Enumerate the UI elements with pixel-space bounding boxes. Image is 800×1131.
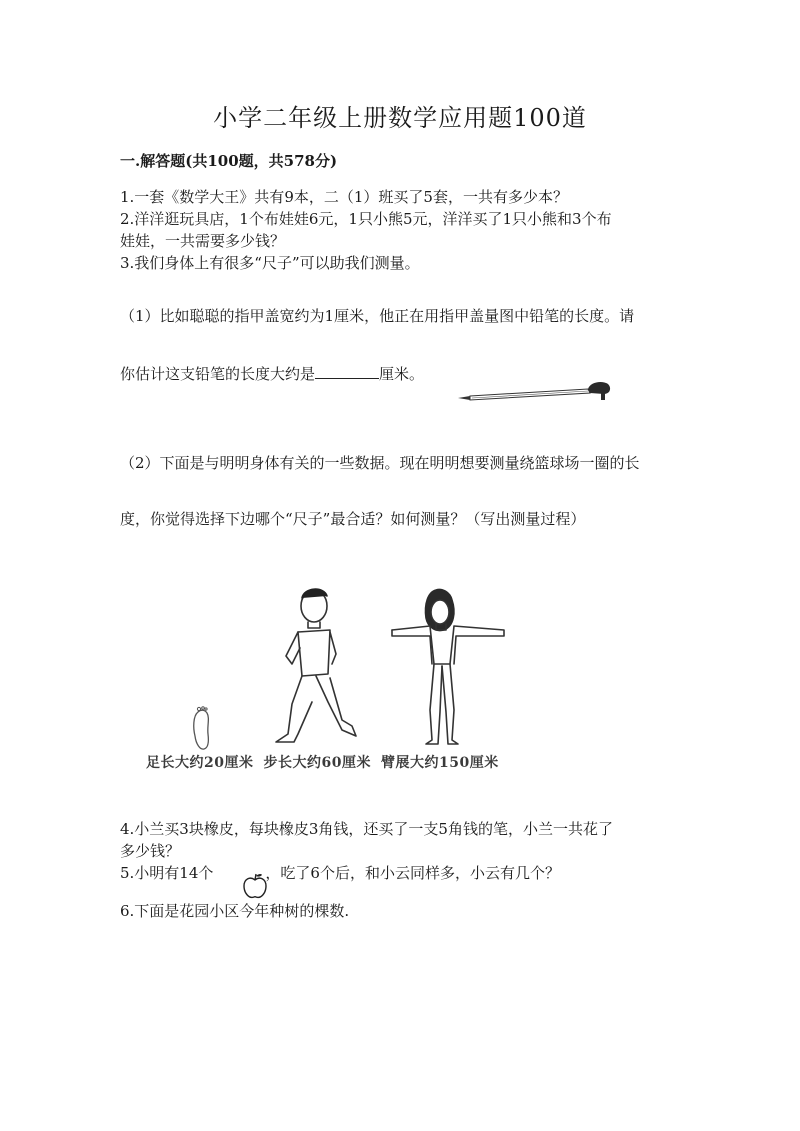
pencil-illustration <box>456 380 616 410</box>
question-4-line-2: 多少钱？ <box>120 842 181 860</box>
footprint-icon <box>190 706 214 752</box>
section-heading: 一.解答题(共100题，共578分) <box>120 152 338 170</box>
q5-text-before: 5.小明有14个 <box>120 864 214 882</box>
arm-span-girl-illustration <box>390 584 510 748</box>
apple-icon <box>242 872 268 900</box>
measurement-captions <box>146 752 509 772</box>
question-3-part-2-line-1: （2）下面是与明明身体有关的一些数据。现在明明想要测量绕篮球场一圈的长 <box>120 454 640 472</box>
question-4-line-1: 4.小兰买3块橡皮，每块橡皮3角钱，还买了一支5角钱的笔，小兰一共花了 <box>120 820 613 838</box>
q3-part1-text-after: 厘米。 <box>379 365 425 383</box>
q5-text-after: ，吃了6个后，和小云同样多，小云有几个？ <box>265 864 560 882</box>
question-2-line-2: 娃娃，一共需要多少钱？ <box>120 232 286 250</box>
caption-foot-length: 足长大约20厘米 <box>146 755 254 771</box>
page-title: 小学二年级上册数学应用题100道 <box>213 104 587 132</box>
answer-blank <box>315 364 379 379</box>
caption-step-length: 步长大约60厘米 <box>263 755 371 771</box>
question-2-line-1: 2.洋洋逛玩具店，1个布娃娃6元，1只小熊5元，洋洋买了1只小熊和3个布 <box>120 210 612 228</box>
question-5 <box>120 862 560 884</box>
q3-part1-text-before: 你估计这支铅笔的长度大约是 <box>120 365 316 383</box>
caption-arm-span: 臂展大约150厘米 <box>380 755 499 771</box>
question-1: 1.一套《数学大王》共有9本，二（1）班买了5套，一共有多少本？ <box>120 188 568 206</box>
question-3-part-1-line-2 <box>120 363 424 385</box>
walking-boy-illustration <box>272 584 368 748</box>
question-3: 3.我们身体上有很多“尺子”可以助我们测量。 <box>120 254 420 272</box>
question-6: 6.下面是花园小区今年种树的棵数. <box>120 902 350 920</box>
question-3-part-2-line-2: 度，你觉得选择下边哪个“尺子”最合适？如何测量？（写出测量过程） <box>120 510 586 528</box>
question-3-part-1-line-1: （1）比如聪聪的指甲盖宽约为1厘米，他正在用指甲盖量图中铅笔的长度。请 <box>120 307 635 325</box>
